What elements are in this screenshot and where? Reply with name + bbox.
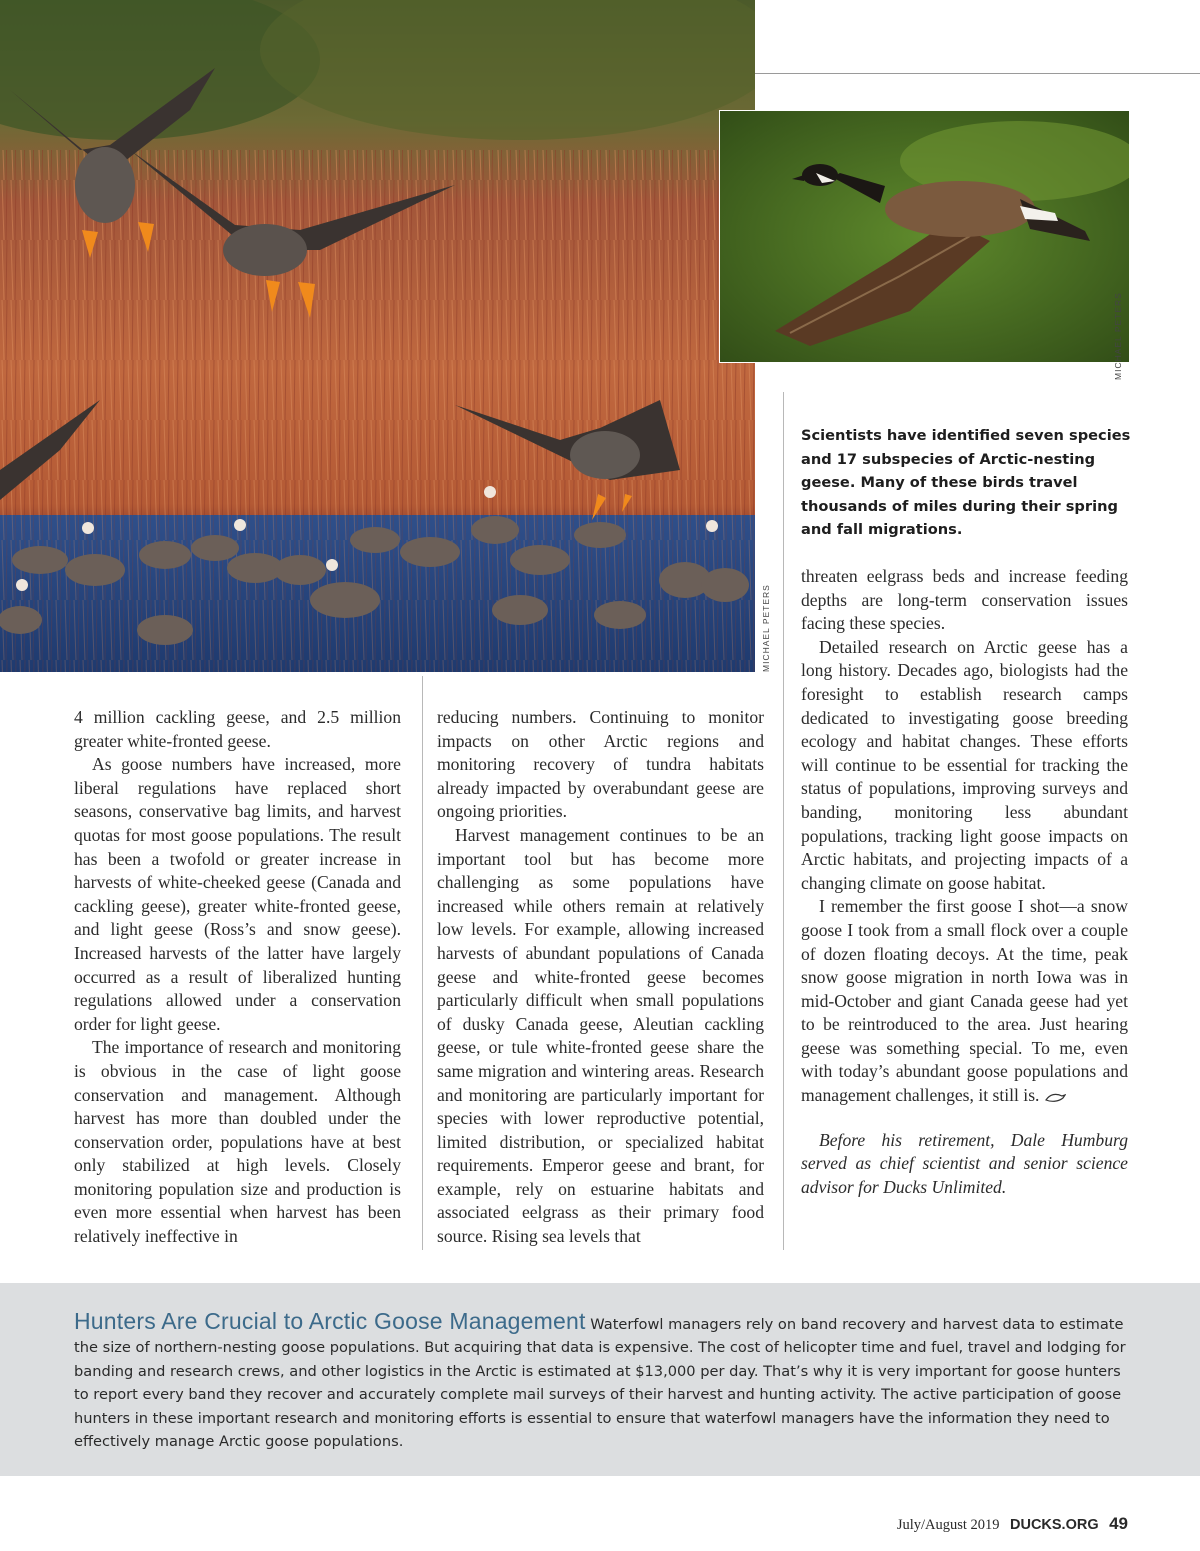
inset-photo bbox=[719, 110, 1130, 363]
paragraph: reducing numbers. Continuing to monitor impacts on other Arctic regions and monitoring recovery of tundra habitats already impacted by overabundant geese are ongoing priorities. bbox=[437, 707, 764, 822]
column-rule bbox=[422, 676, 423, 1250]
photo-caption: Scientists have identified seven species and 17 subspecies of Arctic-nesting geese. Many of these birds travel thousands of miles during their spring and fall migrations. bbox=[801, 427, 1131, 538]
author-bio: Before his retirement, Dale Humburg served as chief scientist and senior science advisor for Ducks Unlimited. bbox=[801, 1129, 1128, 1197]
paragraph: Detailed research on Arctic geese has a long history. Decades ago, biologists had the foresight to establish research camps dedicated to investigating goose breeding ecology and habitat changes. These efforts will continue to be essential for tracking the status of populations, improving surveys and banding, monitoring less abundant populations, tracking light goose impacts on Arctic habitats, and projecting impacts of a changing climate on goose habitat. bbox=[801, 636, 1128, 893]
article-column-2 bbox=[437, 706, 764, 1249]
sidebar-content bbox=[74, 1310, 1134, 1453]
article-column-1 bbox=[74, 706, 401, 1249]
paragraph: The importance of research and monitoring is obvious in the case of light goose conservation and management. Although harvest has more than doubled under the conservation order, populations have at best only stabilized at high levels. Closely monitoring population size and production is even more essential when harvest has been relatively ineffective in bbox=[74, 1037, 401, 1247]
paragraph-text: I remember the first goose I shot—a snow goose I took from a small flock over a couple of dozen floating decoys. At the time, peak snow goose migration in north Iowa was in mid-October and giant Canada geese had yet to be reintroduced to the area. Just hearing geese was something special. To me, even with today’s abundant goose populations and management challenges, it still is. bbox=[801, 896, 1128, 1106]
page-number: 49 bbox=[1109, 1514, 1128, 1533]
site-name: DUCKS.ORG bbox=[1010, 1517, 1099, 1533]
sidebar-title: Hunters Are Crucial to Arctic Goose Management bbox=[74, 1308, 586, 1334]
article-column-3 bbox=[801, 565, 1128, 1199]
paragraph bbox=[801, 895, 1128, 1107]
duck-end-mark-icon bbox=[1044, 1091, 1066, 1103]
paragraph: threaten eelgrass beds and increase feeding depths are long-term conservation issues facing these species. bbox=[801, 566, 1128, 634]
top-rule bbox=[755, 73, 1200, 74]
main-photo bbox=[0, 0, 755, 672]
main-photo-credit: MICHAEL PETERS bbox=[761, 584, 771, 672]
paragraph: 4 million cackling geese, and 2.5 million greater white-fronted geese. bbox=[74, 707, 401, 751]
column-rule bbox=[783, 392, 784, 1250]
issue-date: July/August 2019 bbox=[896, 1517, 1000, 1533]
page-footer bbox=[897, 1514, 1128, 1534]
sidebar-body: Waterfowl managers rely on band recovery and harvest data to estimate the size of northern-nesting goose populations. But acquiring that data is expensive. The cost of helicopter time and fuel, travel and lodging for banding and research crews, and other logistics in the Arctic is estimated at $13,000 per day. That’s why it is very important for goose hunters to report every band they recover and accurately complete mail surveys of their harvest and hunting activity. The active participation of goose hunters in these important research and monitoring efforts is essential to ensure that waterfowl managers have the information they need to effectively manage Arctic goose populations. bbox=[74, 1316, 1126, 1451]
paragraph: Harvest management continues to be an important tool but has become more challenging as some populations have increased while others remain at relatively low levels. For example, allowing increased harvests of abundant populations of Canada geese and white-fronted geese becomes particularly difficult when small populations of dusky Canada geese, Aleutian cackling geese, or tule white-fronted geese share the same migration and wintering areas. Research and monitoring are particularly important for species with lower reproductive potential, limited distribution, or specialized habitat requirements. Emperor geese and brant, for example, rely on estuarine habitats and associated eelgrass as their primary food source. Rising sea levels that bbox=[437, 824, 764, 1247]
paragraph: As goose numbers have increased, more liberal regulations have replaced short seasons, conservative bag limits, and harvest quotas for most goose populations. The result has been a twofold or greater increase in harvests of white-cheeked geese (Canada and cackling geese), greater white-fronted geese, and light geese (Ross’s and snow geese). Increased harvests of the latter have largely occurred as a result of liberalized hunting regulations allowed under a conservation order for light geese. bbox=[74, 754, 401, 1034]
inset-photo-credit: MICHAEL PETERS bbox=[1113, 292, 1123, 380]
